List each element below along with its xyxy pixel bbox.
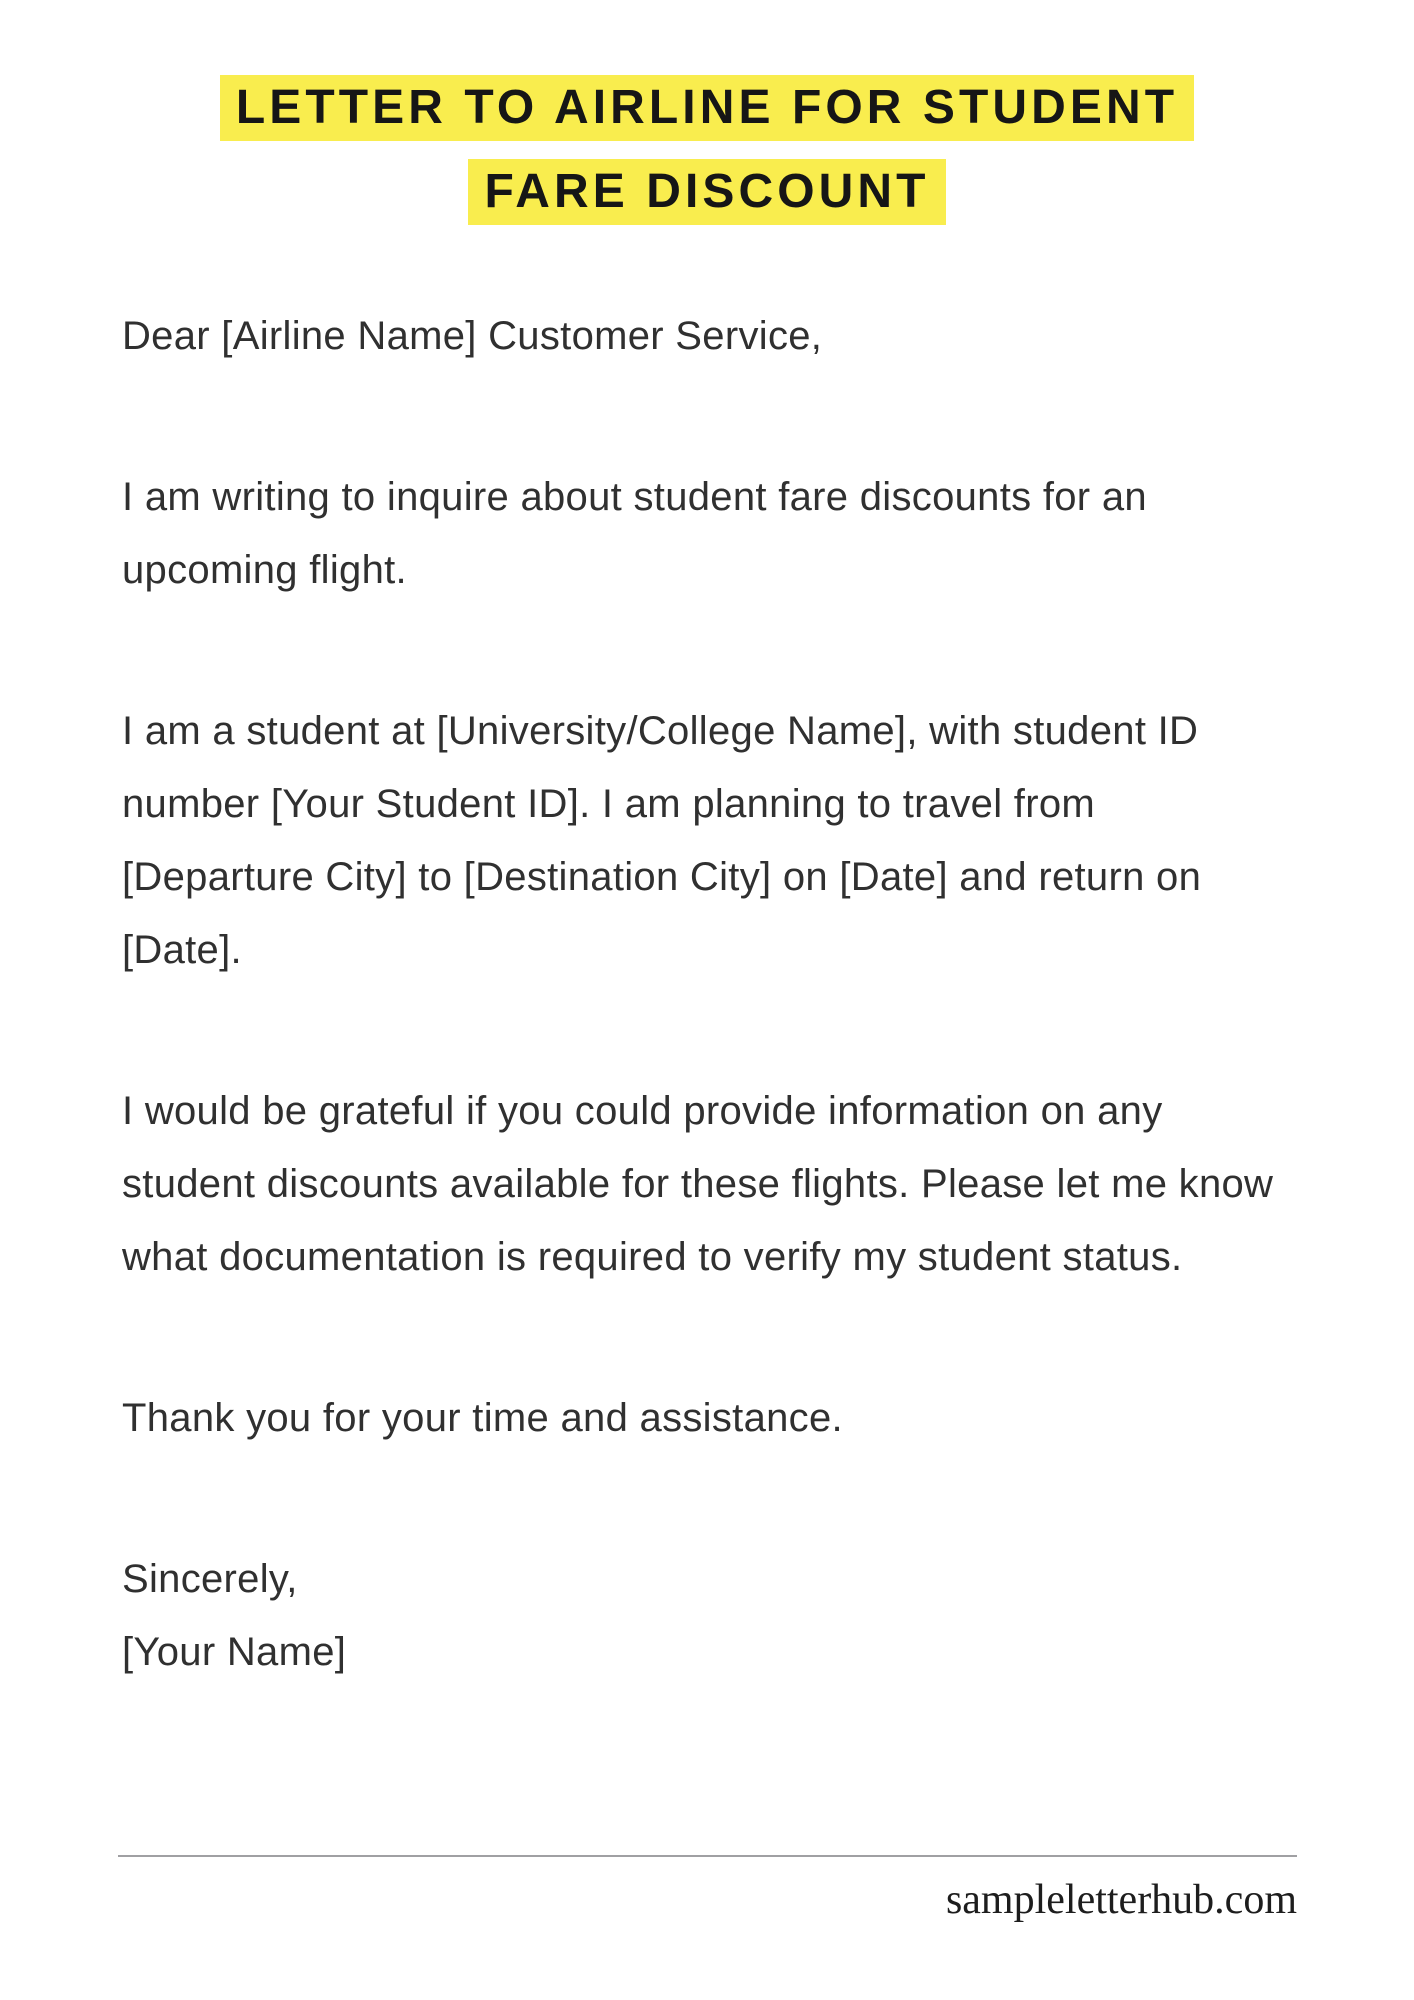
letter-body (122, 300, 1294, 1689)
paragraph-student-details: I am a student at [University/College Name], with student ID number [Your Student ID]. I am planning to travel from [Departure City] to [Destination City] on [Date] and return on [Date]. (122, 709, 1202, 972)
title-line-1-wrap (0, 75, 1414, 152)
footer-divider (118, 1855, 1297, 1857)
title-line-2-wrap (0, 159, 1414, 236)
footer (118, 1855, 1297, 1921)
salutation: Dear [Airline Name] Customer Service, (122, 314, 823, 358)
signature: [Your Name] (122, 1630, 347, 1674)
closing: Sincerely, (122, 1557, 298, 1601)
paragraph-request: I would be grateful if you could provide information on any student discounts available for these flights. Please let me know what documentation is required to verify my student status. (122, 1089, 1274, 1279)
title-line-2: FARE DISCOUNT (468, 159, 945, 225)
paragraph-inquiry: I am writing to inquire about student fare discounts for an upcoming flight. (122, 475, 1147, 592)
letter-title (0, 75, 1414, 236)
footer-site-name: sampleletterhub.com (945, 1877, 1297, 1923)
title-line-1: LETTER TO AIRLINE FOR STUDENT (220, 75, 1194, 141)
paragraph-thanks: Thank you for your time and assistance. (122, 1396, 843, 1440)
